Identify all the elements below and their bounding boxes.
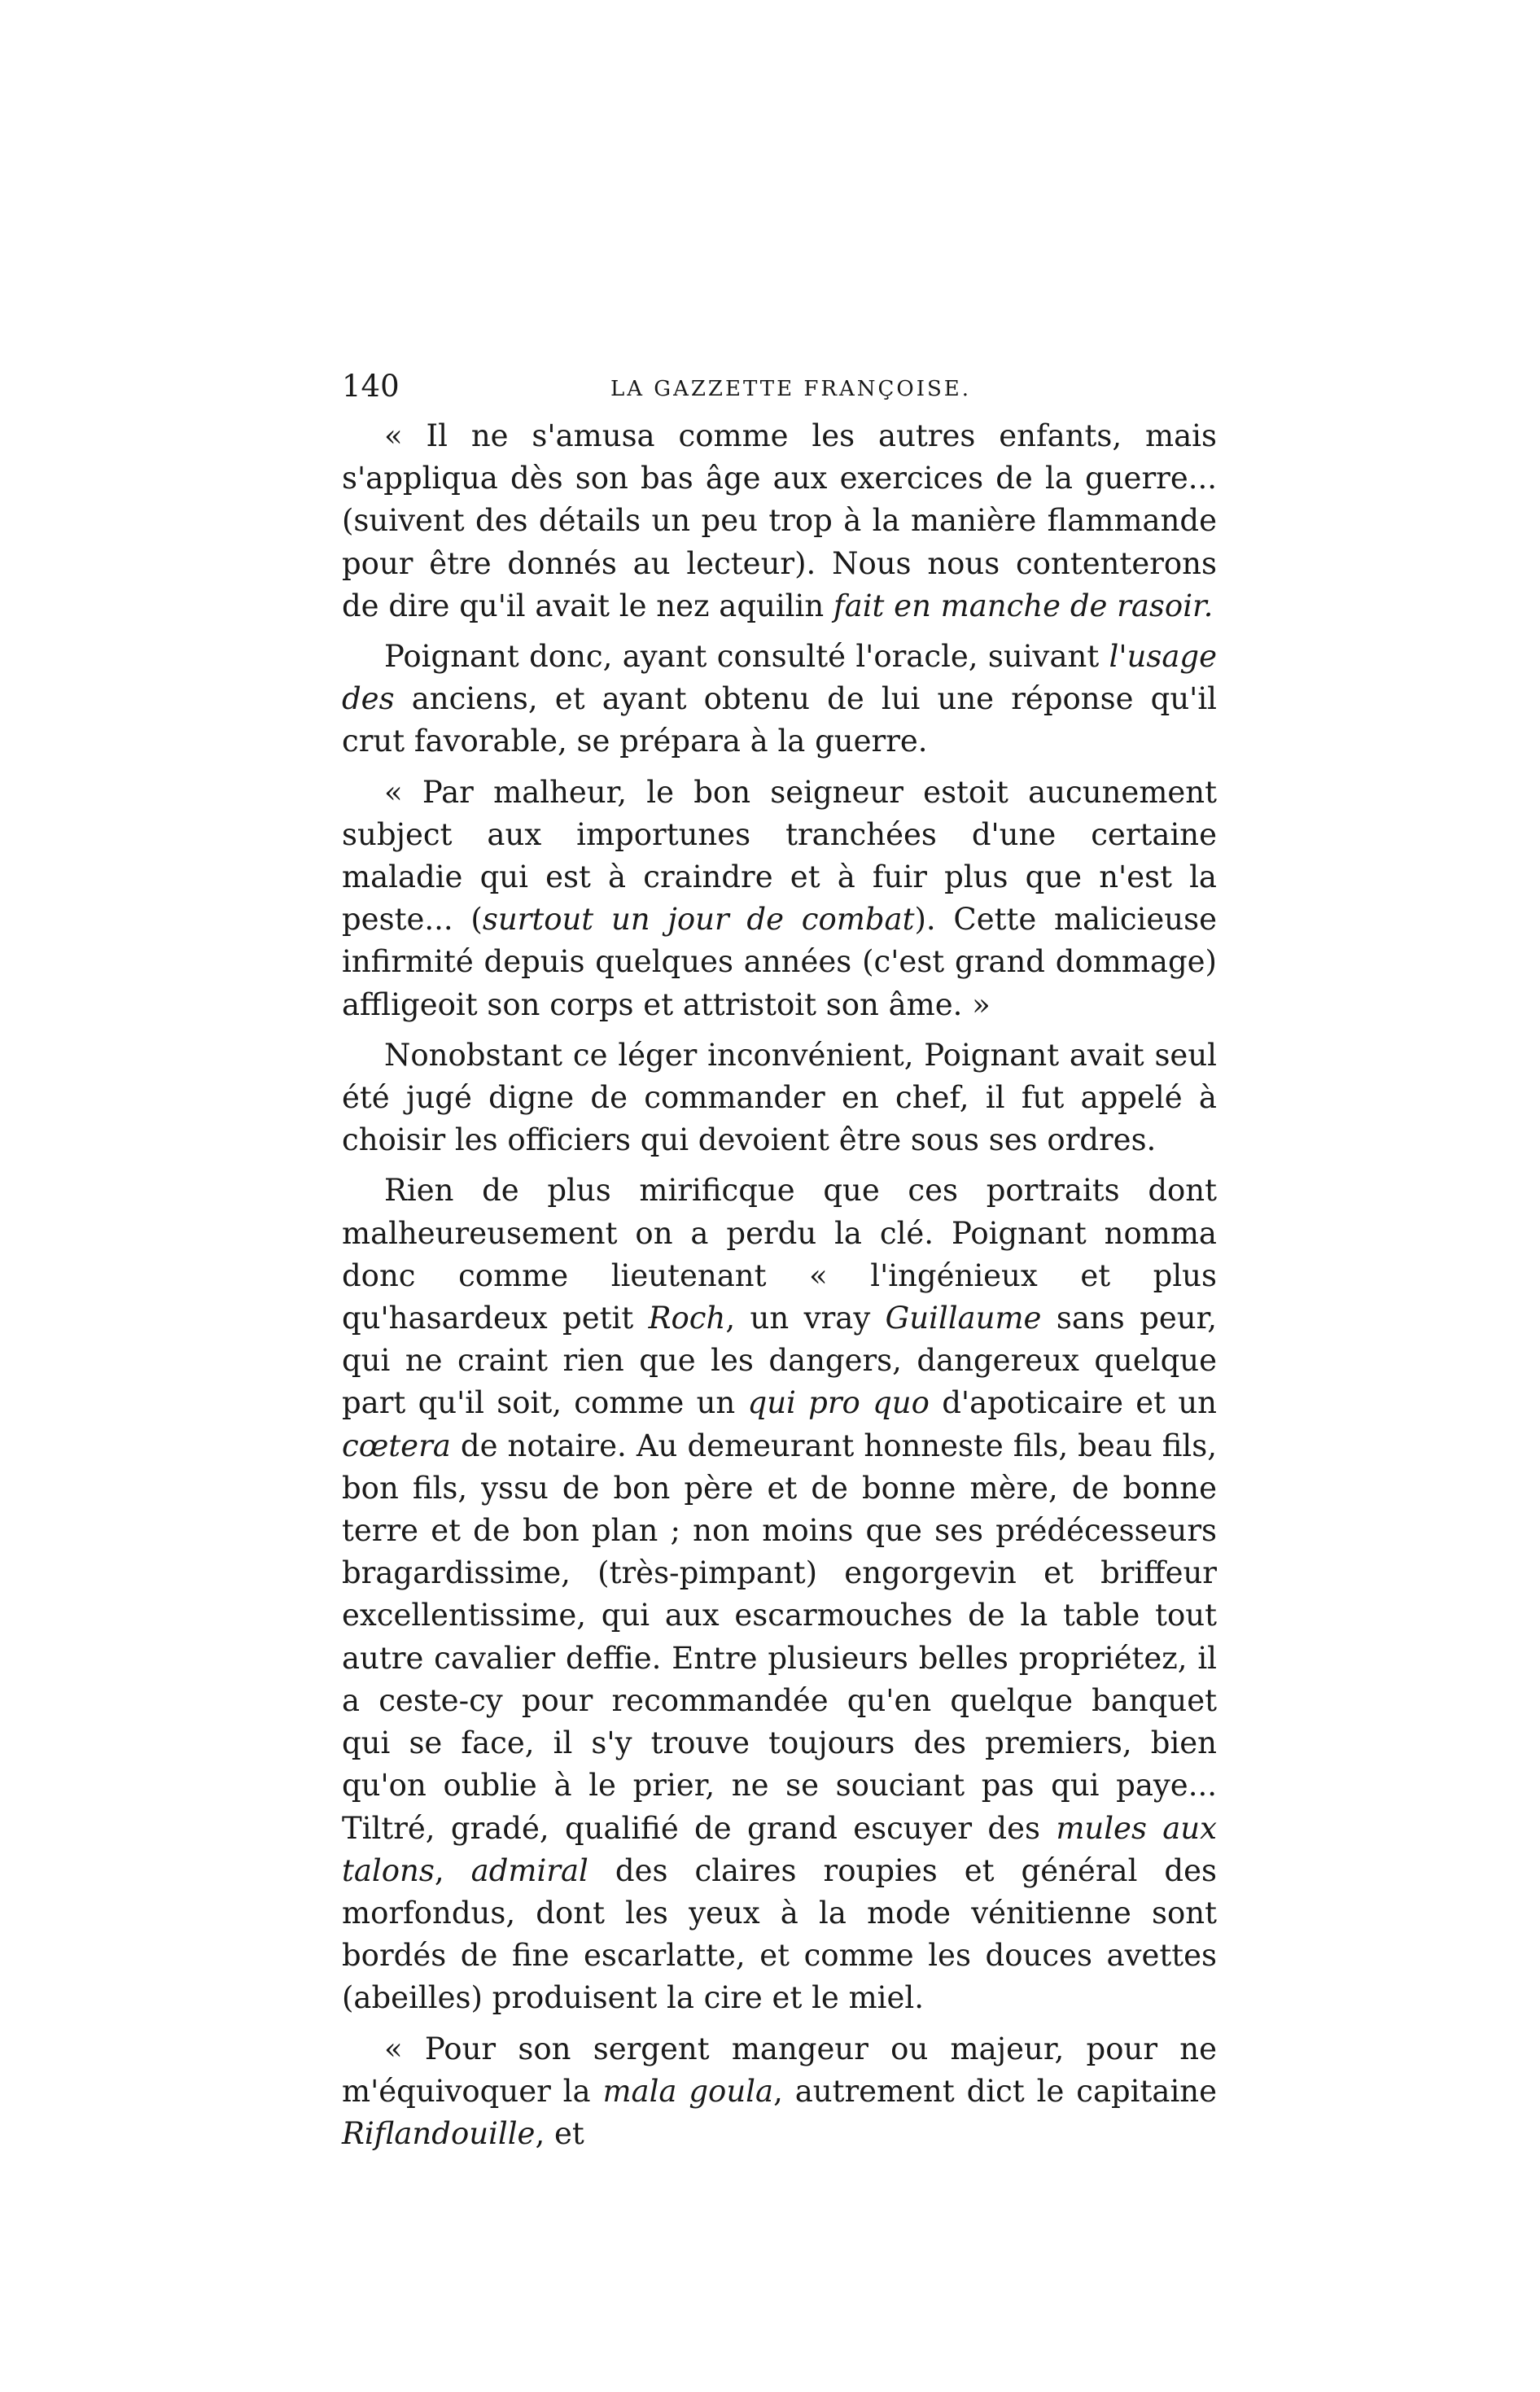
text-segment: ,: [434, 1852, 471, 1888]
text-segment: « Il ne s'amusa comme les autres enfants, mais s'appliqua dès son bas âge aux exercices de la guerre... (suivent des détails un peu trop à la manière flammande pour être donnés au lecteur). Nous nous contenterons de dire qu'il avait le nez aquilin: [342, 418, 1217, 623]
paragraph: [342, 2028, 1217, 2156]
paragraph: [342, 1170, 1217, 2019]
text-segment: , autrement dict le capitaine: [773, 2073, 1218, 2109]
text-segment: Poignant donc, ayant consulté l'oracle, suivant: [384, 639, 1109, 675]
italic-text: mules aux talons: [342, 1810, 1218, 1888]
italic-text: surtout un jour de combat: [482, 902, 915, 938]
italic-text: admiral: [470, 1852, 588, 1888]
page-number: 140: [342, 369, 400, 404]
paragraph: [342, 636, 1217, 763]
text-segment: anciens, et ayant obtenu de lui une réponse qu'il crut favorable, se prépara à la guerre.: [342, 681, 1217, 759]
text-segment: Nonobstant ce léger inconvénient, Poignant avait seul été jugé digne de commander en chef, il fut appelé à choisir les officiers qui devoient être sous ses ordres.: [342, 1037, 1217, 1158]
italic-text: Riflandouille: [342, 2115, 536, 2151]
text-segment: de notaire. Au demeurant honneste fils, beau fils, bon fils, yssu de bon père et de bonne mère, de bonne terre et de bon plan ; non moins que ses prédécesseurs bragardissime, (très-pimpant) engorgevin et briffeur excellentissime, qui aux escarmouches de la table tout autre cavalier deffie. Entre plusieurs belles propriétez, il a ceste-cy pour recommandée qu'en quelque banquet qui se face, il s'y trouve toujours des premiers, bien qu'on oublie à le prier, ne se souciant pas qui paye... Tiltré, gradé, qualifié de grand escuyer des: [342, 1428, 1217, 1846]
paragraph: [342, 772, 1217, 1026]
text-segment: , un vray: [725, 1301, 886, 1336]
text-segment: « Par malheur, le bon seigneur estoit aucunement subject aux importunes tranchées d'une certaine maladie qui est à craindre et à fuir plus que n'est la peste... (: [342, 774, 1217, 938]
running-header: [342, 366, 1217, 415]
text-segment: sans peur, qui ne craint rien que les dangers, dangereux quelque part qu'il soit, comme un: [342, 1301, 1217, 1421]
body-text: [342, 415, 1217, 2155]
italic-text: Guillaume: [885, 1301, 1042, 1336]
running-title: LA GAZZETTE FRANÇOISE.: [610, 377, 972, 401]
text-segment: d'apoticaire et un: [929, 1385, 1217, 1421]
text-segment: « Pour son sergent mangeur ou majeur, pour ne m'équivoquer la: [342, 2031, 1217, 2109]
italic-text: fait en manche de rasoir.: [833, 588, 1214, 623]
italic-text: mala goula: [602, 2073, 774, 2109]
paragraph: [342, 1034, 1217, 1162]
book-page: [342, 366, 1217, 2155]
italic-text: qui pro quo: [747, 1385, 930, 1421]
text-segment: Rien de plus mirificque que ces portraits dont malheureusement on a perdu la clé. Poignant nomma donc comme lieutenant « l'ingénieux et plus qu'hasardeux petit: [342, 1173, 1217, 1336]
italic-text: Roch: [648, 1301, 726, 1336]
italic-text: l'usage des: [342, 639, 1217, 717]
italic-text: cœtera: [342, 1428, 451, 1463]
paragraph: [342, 415, 1217, 628]
text-segment: des claires roupies et général des morfondus, dont les yeux à la mode vénitienne sont bordés de fine escarlatte, et comme les douces avettes (abeilles) produisent la cire et le miel.: [342, 1852, 1217, 2016]
text-segment: ). Cette malicieuse infirmité depuis quelques années (c'est grand dommage) affligeoit son corps et attristoit son âme. »: [342, 902, 1217, 1022]
text-segment: , et: [535, 2115, 584, 2151]
